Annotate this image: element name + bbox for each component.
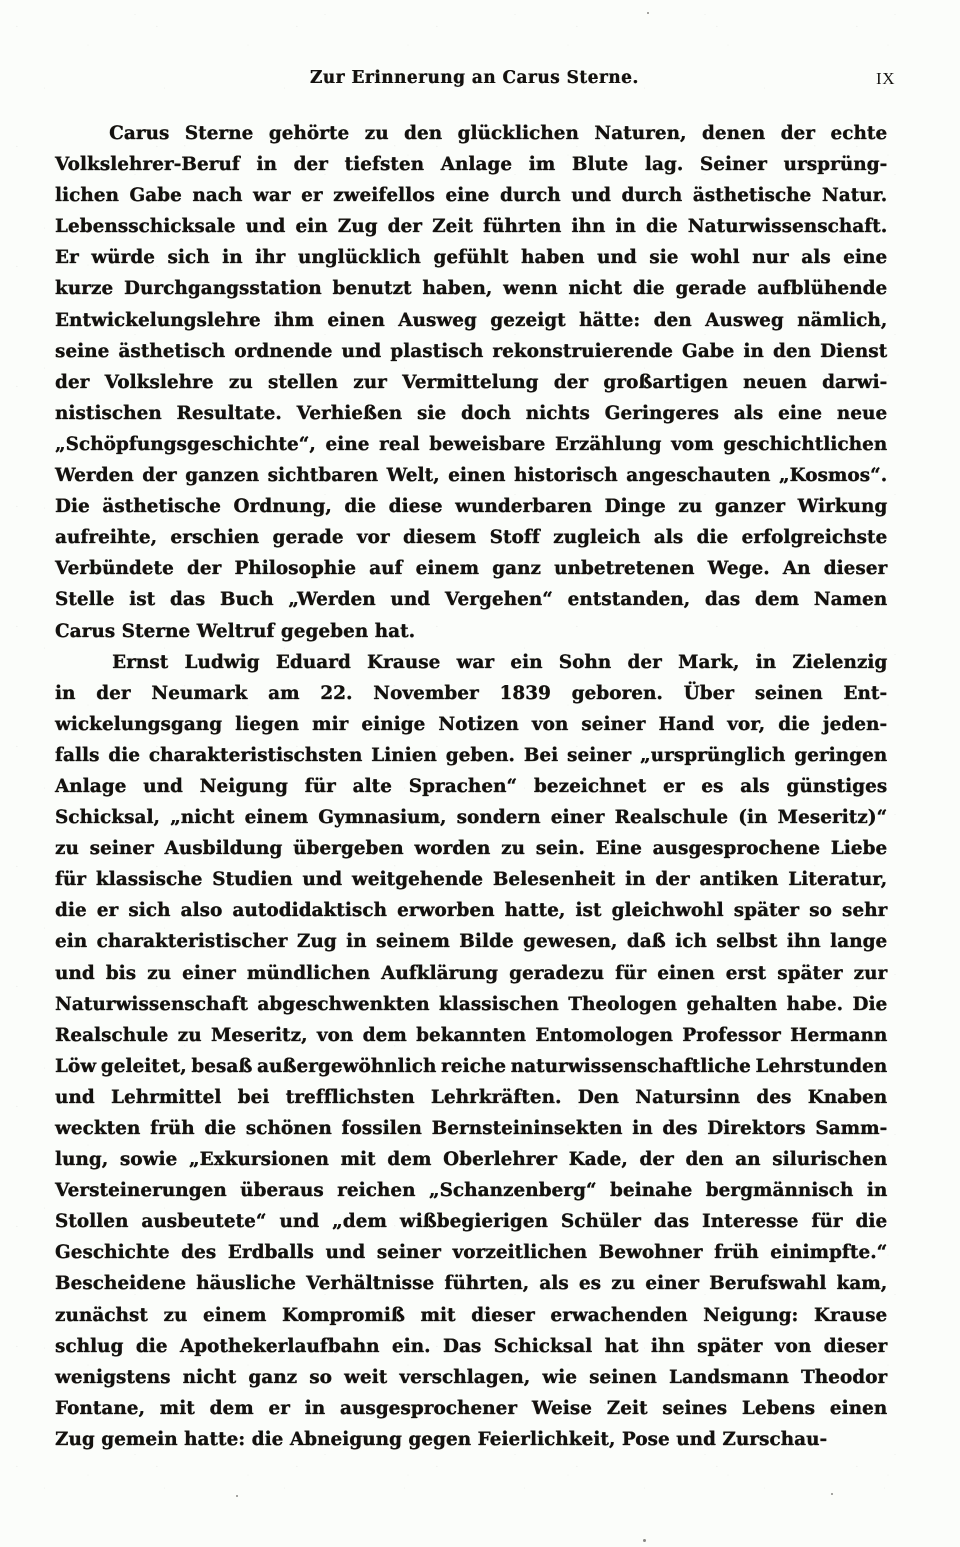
text-line: Entwickelungslehre ihm einen Ausweg gezeigt hätte: den Ausweg nämlich, bbox=[55, 309, 888, 331]
text-line: Fontane, mit dem er in ausgesprochener Weise Zeit seines Lebens einen bbox=[55, 1397, 888, 1419]
text-line: lung, sowie „Exkursionen mit dem Oberlehrer Kade, der den an silurischen bbox=[55, 1149, 888, 1171]
page-number: IX bbox=[876, 69, 895, 88]
running-head-title: Zur Erinnerung an Carus Sterne. bbox=[310, 68, 639, 88]
text-line: Löw geleitet, besaß außergewöhnlich reiche naturwissenschaftliche Lehrstunden bbox=[55, 1055, 888, 1077]
scan-speck bbox=[831, 1493, 833, 1495]
text-line: Realschule zu Meseritz, von dem bekannten Entomologen Professor Hermann bbox=[55, 1024, 888, 1046]
text-line: wenigstens nicht ganz so weit verschlagen, wie seinen Landsmann Theodor bbox=[55, 1366, 888, 1388]
text-line: zunächst zu einem Kompromiß mit dieser erwachenden Neigung: Krause bbox=[55, 1304, 888, 1326]
text-line: seine ästhetisch ordnende und plastisch rekonstruierende Gabe in den Dienst bbox=[55, 340, 888, 362]
scan-speck bbox=[236, 1495, 238, 1497]
text-line: Zug gemein hatte: die Abneigung gegen Feierlichkeit, Pose und Zurschau- bbox=[55, 1428, 828, 1450]
text-line: und Lehrmittel bei trefflichsten Lehrkräften. Den Natursinn des Knaben bbox=[55, 1086, 888, 1108]
scan-speck bbox=[643, 1539, 646, 1542]
text-line: weckten früh die schönen fossilen Bernsteininsekten in des Direktors Samm- bbox=[55, 1118, 888, 1139]
text-line: Carus Sterne Weltruf gegeben hat. bbox=[55, 620, 416, 642]
text-line: kurze Durchgangsstation benutzt haben, wenn nicht die gerade aufblühende bbox=[55, 278, 888, 300]
text-line: aufreihte, erschien gerade vor diesem Stoff zugleich als die erfolgreichste bbox=[55, 527, 888, 549]
text-line: zu seiner Ausbildung übergeben worden zu sein. Eine ausgesprochene Liebe bbox=[55, 838, 888, 860]
text-line: die er sich also autodidaktisch erworben hatte, ist gleichwohl später so sehr bbox=[55, 900, 888, 922]
body-text-block bbox=[55, 118, 900, 1455]
text-line: Volkslehrer-Beruf in der tiefsten Anlage im Blute lag. Seiner ursprüng- bbox=[55, 154, 888, 176]
text-line: lichen Gabe nach war er zweifellos eine durch und durch ästhetische Natur. bbox=[55, 185, 888, 207]
running-head bbox=[55, 68, 895, 94]
text-line: Schicksal, „nicht einem Gymnasium, sondern einer Realschule (in Meseritz)“ bbox=[55, 807, 888, 829]
text-line: Bescheidene häusliche Verhältnisse führten, als es zu einer Berufswahl kam, bbox=[55, 1273, 888, 1295]
text-line: Werden der ganzen sichtbaren Welt, einen historisch angeschauten „Kosmos“. bbox=[55, 465, 888, 487]
text-line: Versteinerungen überaus reichen „Schanzenberg“ beinahe bergmännisch in bbox=[55, 1180, 888, 1202]
text-line: schlug die Apothekerlaufbahn ein. Das Schicksal hat ihn später von dieser bbox=[55, 1335, 888, 1357]
text-line: Geschichte des Erdballs und seiner vorzeitlichen Bewohner früh einimpfte.“ bbox=[55, 1242, 888, 1264]
text-line: Anlage und Neigung für alte Sprachen“ bezeichnet er es als günstiges bbox=[55, 775, 888, 797]
text-line: Carus Sterne gehörte zu den glücklichen Naturen, denen der echte bbox=[109, 123, 888, 144]
text-line: wickelungsgang liegen mir einige Notizen von seiner Hand vor, die jeden- bbox=[55, 713, 888, 735]
text-line: Naturwissenschaft abgeschwenkten klassischen Theologen gehalten habe. Die bbox=[55, 993, 888, 1015]
text-line: Er würde sich in ihr unglücklich gefühlt haben und sie wohl nur als eine bbox=[55, 247, 888, 269]
text-line: und bis zu einer mündlichen Aufklärung geradezu für einen erst später zur bbox=[55, 962, 888, 984]
text-line: ein charakteristischer Zug in seinem Bilde gewesen, daß ich selbst ihn lange bbox=[55, 931, 888, 953]
text-line: der Volkslehre zu stellen zur Vermittelung der großartigen neuen darwi- bbox=[55, 371, 888, 393]
text-line: Lebensschicksale und ein Zug der Zeit führten ihn in die Naturwissenschaft. bbox=[55, 216, 888, 238]
text-line: nistischen Resultate. Verhießen sie doch nichts Geringeres als eine neue bbox=[55, 402, 888, 424]
text-line: Verbündete der Philosophie auf einem ganz unbetretenen Wege. An dieser bbox=[55, 558, 888, 580]
text-line: für klassische Studien und weitgehende Belesenheit in der antiken Literatur, bbox=[55, 869, 888, 891]
text-line: Stelle ist das Buch „Werden und Vergehen“ entstanden, das dem Namen bbox=[55, 589, 888, 611]
text-line: in der Neumark am 22. November 1839 geboren. Über seinen Ent- bbox=[55, 682, 888, 704]
text-line: Die ästhetische Ordnung, die diese wunderbaren Dinge zu ganzer Wirkung bbox=[55, 496, 888, 518]
text-line: falls die charakteristischsten Linien geben. Bei seiner „ursprünglich geringen bbox=[55, 744, 888, 766]
text-line: Stollen ausbeutete“ und „dem wißbegierigen Schüler das Interesse für die bbox=[55, 1211, 888, 1233]
text-line: Ernst Ludwig Eduard Krause war ein Sohn der Mark, in Zielenzig bbox=[112, 651, 888, 673]
scan-speck bbox=[647, 12, 649, 14]
text-line: „Schöpfungsgeschichte“, eine real beweisbare Erzählung vom geschichtlichen bbox=[55, 433, 888, 455]
